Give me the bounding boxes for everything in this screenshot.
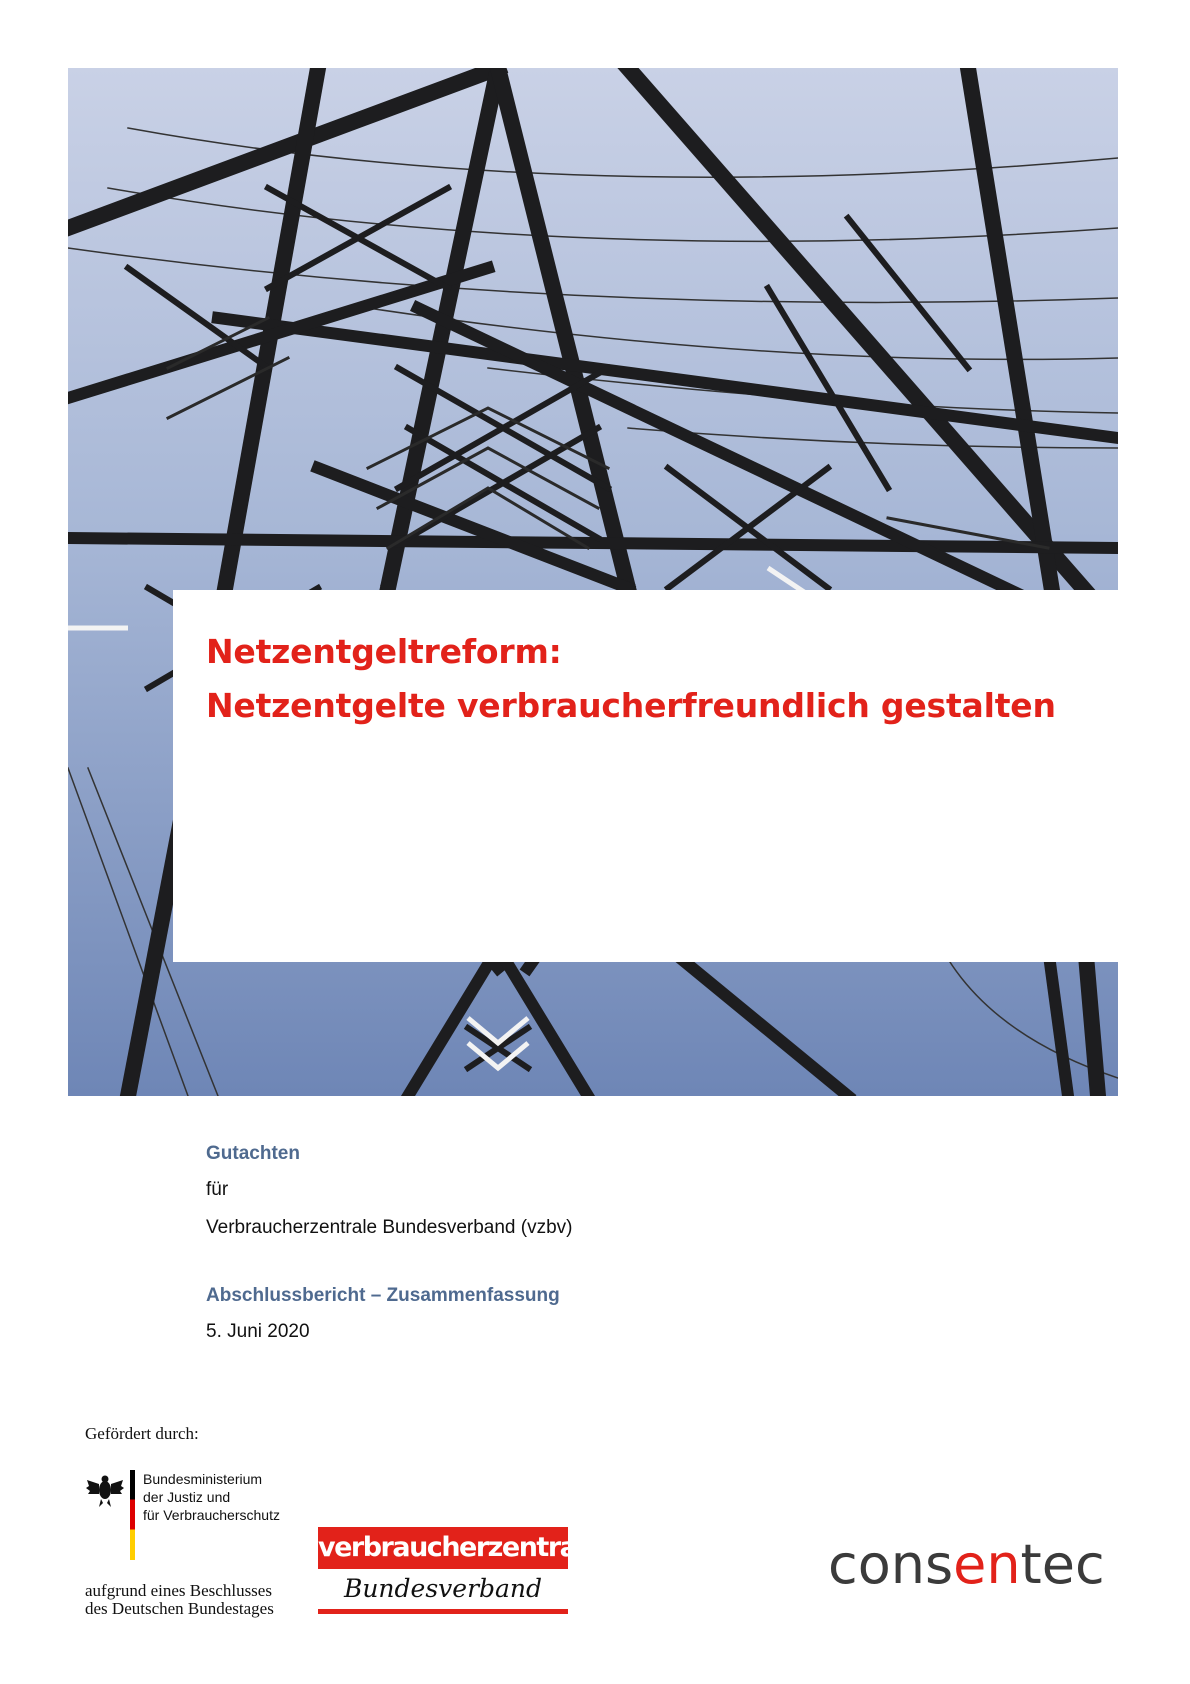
consentec-logo-pre: cons (828, 1533, 954, 1596)
report-label: Abschlussbericht – Zusammenfassung (206, 1285, 560, 1306)
federal-eagle-icon (85, 1470, 125, 1510)
ministry-line-3: für Verbraucherschutz (143, 1507, 280, 1523)
bundestag-resolution (85, 1582, 274, 1618)
vzbv-logo-bottom: Bundesverband (343, 1574, 543, 1603)
ministry-line-2: der Justiz und (143, 1489, 231, 1505)
title-box (173, 590, 1118, 962)
resolution-line-2: des Deutschen Bundestages (85, 1599, 274, 1618)
ministry-name (143, 1470, 280, 1524)
consentec-logo-accent: en (953, 1533, 1021, 1596)
consentec-logo (828, 1533, 1105, 1596)
vzbv-logo (318, 1527, 601, 1617)
consentec-logo-post: tec (1020, 1533, 1105, 1596)
vzbv-logo-bar (318, 1609, 568, 1614)
document-type-label: Gutachten (206, 1143, 300, 1164)
ministry-line-1: Bundesministerium (143, 1471, 263, 1487)
vzbv-logo-top: verbraucherzentrale (318, 1527, 568, 1569)
title-line-2: Netzentgelte verbraucherfreundlich gestalten (206, 686, 1056, 725)
german-flag-bar (130, 1470, 135, 1560)
for-label: für (206, 1179, 229, 1200)
report-date: 5. Juni 2020 (206, 1321, 310, 1342)
resolution-line-1: aufgrund eines Beschlusses (85, 1581, 272, 1600)
funding-label: Gefördert durch: (85, 1424, 199, 1443)
client-name: Verbraucherzentrale Bundesverband (vzbv) (206, 1217, 573, 1238)
title-line-1: Netzentgeltreform: (206, 632, 562, 671)
